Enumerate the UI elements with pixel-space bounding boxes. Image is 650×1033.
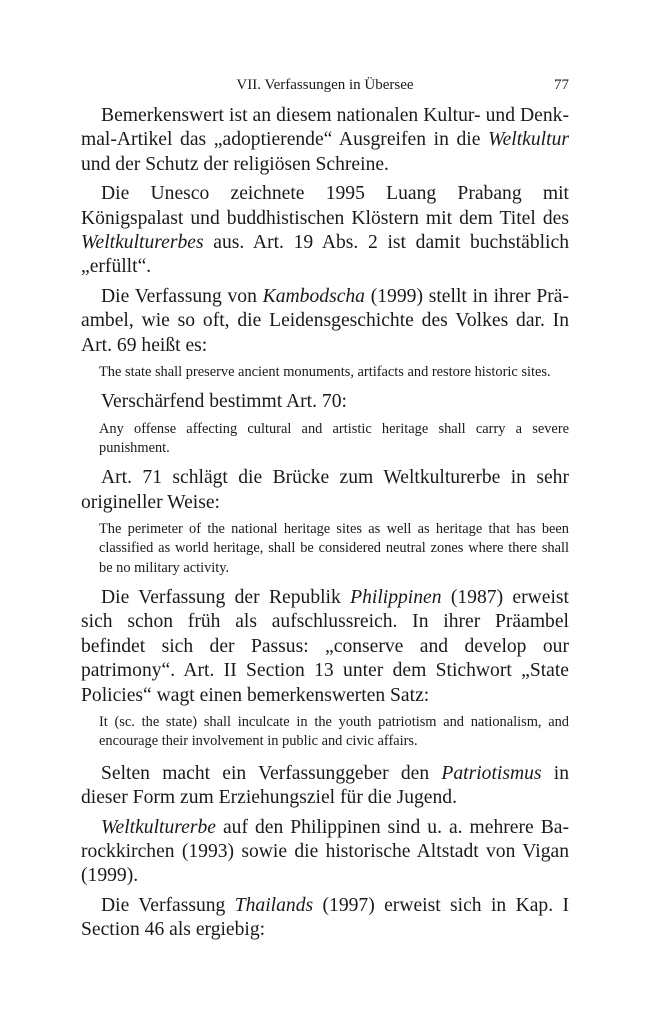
paragraph-3-text-a: Die Verfassung von	[101, 285, 263, 307]
paragraph-6-emphasis: Philippinen	[350, 587, 442, 609]
paragraph-7-emphasis: Patriotismus	[441, 762, 542, 784]
paragraph-2-emphasis: Weltkulturerbes	[81, 232, 204, 254]
running-title: VII. Verfassungen in Übersee	[236, 77, 414, 93]
paragraph-1-text-a: Bemerkenswert ist an diesem nationalen Kultur- und Denkmal-Artikel das „adoptierende“ Ausgreifen in die	[81, 105, 569, 151]
paragraph-9-text-b: (1997) erweist sich in Kap. I Section 46 als ergiebig:	[81, 894, 569, 941]
paragraph-3	[81, 285, 569, 358]
paragraph-7-text-b: in dieser Form zum Erziehungsziel für die Jugend.	[81, 762, 570, 809]
paragraph-9-emphasis: Thailands	[234, 894, 314, 916]
paragraph-1-emphasis: Weltkultur	[488, 129, 569, 151]
paragraph-9	[81, 894, 569, 943]
paragraph-5: Art. 71 schlägt die Brücke zum Weltkulturerbe in sehr origineller Weise:	[81, 467, 569, 513]
paragraph-7	[81, 762, 569, 811]
quote-art-70: Any offense affecting cultural and artistic heritage shall carry a severe punishment.	[99, 420, 569, 457]
quote-art-69: The state shall preserve ancient monuments, artifacts and restore historic sites.	[99, 364, 551, 381]
paragraph-2-text-b: aus. Art. 19 Abs. 2 ist damit buchstäblich „erfüllt“.	[81, 232, 569, 278]
paragraph-3-emphasis: Kambodscha	[262, 285, 365, 307]
paragraph-2	[81, 182, 569, 280]
paragraph-8	[81, 816, 569, 889]
paragraph-9-text-a: Die Verfassung	[101, 894, 235, 916]
book-page	[81, 74, 569, 943]
quote-art-71: The perimeter of the national heritage sites as well as heritage that has been classified as world heritage, shall be considered neutral zones where there shall be no military activity.	[99, 521, 569, 576]
paragraph-6-text-a: Die Verfassung der Republik	[101, 587, 351, 609]
paragraph-8-text-b: auf den Philippinen sind u. a. mehrere Barockkirchen (1993) sowie die historische Altstadt von Vigan (1999).	[81, 816, 569, 887]
quote-section-13: It (sc. the state) shall inculcate in the youth patriotism and nationalism, and encourage their involvement in public and civic affairs.	[99, 714, 569, 750]
page-header	[81, 74, 569, 104]
paragraph-6	[81, 586, 569, 708]
paragraph-8-emphasis: Weltkulturerbe	[101, 816, 216, 838]
paragraph-3-text-b: (1999) stellt in ihrer Präambel, wie so oft, die Leidensgeschichte des Volkes dar. In Art. 69 heißt es:	[81, 285, 569, 356]
paragraph-1	[81, 104, 569, 177]
paragraph-7-text-a: Selten macht ein Verfassunggeber den	[101, 762, 442, 784]
paragraph-2-text-a: Die Unesco zeichnete 1995 Luang Prabang mit Königspalast und buddhistischen Klöstern mit dem Titel des	[81, 183, 569, 229]
paragraph-4: Verschärfend bestimmt Art. 70:	[101, 391, 347, 413]
paragraph-6-text-b: (1987) erweist sich schon früh als aufschlussreich. In ihrer Präambel befindet sich der Passus: „conserve and develop our patrimony“. Art. II Section 13 unter dem Stichwort „State Policies“ wagt einen bemerkenswerten Satz:	[81, 587, 569, 706]
page-number: 77	[554, 77, 569, 93]
paragraph-1-text-b: und der Schutz der religiösen Schreine.	[81, 153, 389, 175]
